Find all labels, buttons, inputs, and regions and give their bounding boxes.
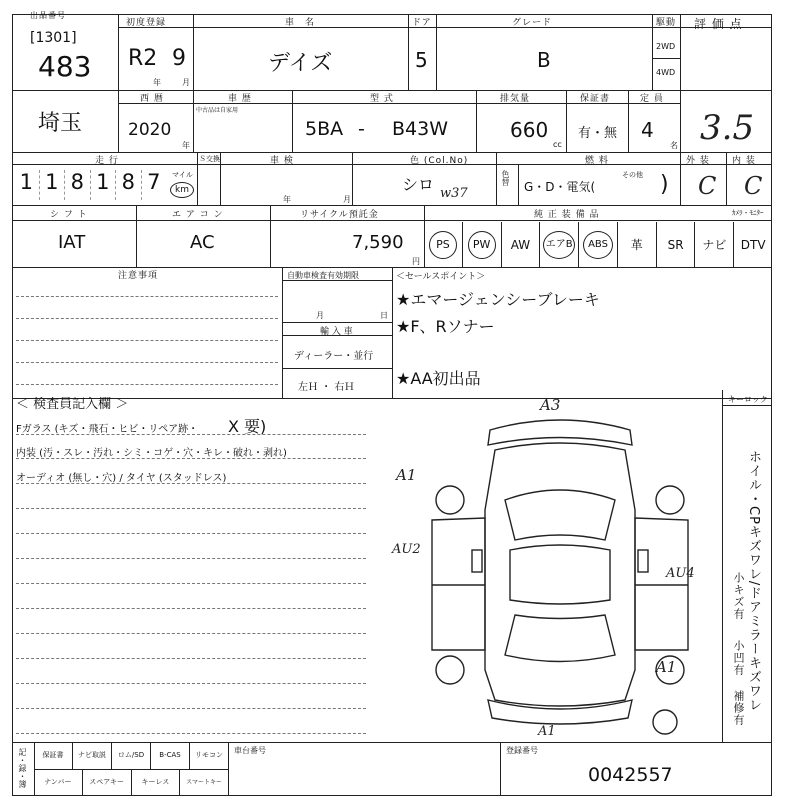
r2-col-year: [193, 90, 194, 152]
dealer-bottom: [282, 368, 392, 369]
region-value: 埼玉: [38, 111, 83, 136]
color-sub: 色替: [501, 170, 510, 186]
inspector-line1: Fガラス (キズ・飛石・ヒビ・リペア跡・: [16, 424, 199, 435]
r4-col-shift: [136, 205, 137, 267]
equip-navi: ナビ: [695, 222, 734, 267]
history-label: 車 歴: [228, 94, 252, 104]
color-value: シロ: [402, 175, 435, 194]
equip-leather: 革: [618, 222, 657, 267]
month-value: 9: [172, 46, 186, 71]
fuel-close: ): [660, 172, 669, 197]
inspector-title: ＜ 検査員記入欄 ＞: [16, 397, 129, 412]
reg-label: 登録番号: [506, 746, 538, 755]
mileage-digit: 7: [147, 170, 161, 194]
equip-ps: PS: [424, 222, 463, 267]
model-dash: -: [358, 118, 365, 140]
diagram-mark: AU4: [666, 566, 695, 581]
sales-point: ★AA初出品: [396, 369, 481, 388]
roof: [510, 545, 610, 604]
expiry-day: 日: [380, 311, 388, 320]
model-prefix: 5BA: [305, 118, 344, 140]
equip-aw: AW: [502, 222, 541, 267]
car-name-label: 車 名: [285, 18, 316, 28]
mile-label: マイル: [172, 171, 193, 179]
mileage-digit: 1: [14, 170, 40, 200]
rear-bumper: [488, 700, 632, 724]
row3-bottom: [12, 205, 772, 206]
exterior-grade: C: [698, 172, 717, 200]
camera-label: ｶﾒﾗ・ﾓﾆﾀｰ: [732, 209, 764, 217]
inspector-line: [16, 583, 366, 584]
inspection-label: 車 検: [270, 156, 294, 166]
mileage-digits: [14, 170, 166, 200]
capacity-unit: 名: [670, 141, 678, 150]
r2-col-capacity: [680, 90, 681, 152]
warranty-value: 有・無: [578, 126, 618, 141]
keylock-label: キーロック: [728, 395, 768, 404]
row3-header-line: [12, 164, 772, 165]
notes-col-expiry: [392, 267, 393, 398]
inspector-line: [16, 558, 366, 559]
footer-item: キーレス: [132, 769, 181, 796]
footer-item: ナンバー: [34, 769, 83, 796]
inspector-line: [16, 683, 366, 684]
drive-divider: [652, 58, 680, 59]
inspector-line: [16, 434, 366, 435]
fuel-label: 燃 料: [585, 156, 609, 166]
inspector-line: [16, 708, 366, 709]
footer-side-label: 記・録・簿: [18, 748, 27, 788]
r3-col-mileage: [197, 152, 198, 205]
mileage-digit: 1: [40, 170, 66, 200]
inspector-line: [16, 658, 366, 659]
footer-item: スペアキー: [83, 769, 132, 796]
capacity-value: 4: [641, 118, 654, 142]
diagram-mark: A1: [396, 466, 417, 484]
r3-col-ext: [726, 152, 727, 205]
recycle-yen: 円: [412, 257, 420, 266]
expiry-label: 自動車検査有効期限: [287, 271, 359, 280]
car-name: デイズ: [268, 51, 333, 76]
cc-unit: cc: [553, 140, 562, 149]
import-label: 輸 入 車: [320, 327, 353, 337]
grade-label: グレード: [512, 18, 553, 28]
wheel-fl: [436, 486, 464, 514]
shift-value: IAT: [58, 232, 86, 253]
notes-col-caution: [282, 267, 283, 398]
equip-abs: ABS: [579, 222, 618, 267]
col-door-right: [436, 14, 437, 90]
frame-label: 車台番号: [234, 746, 266, 755]
year-nen: 年: [182, 141, 190, 150]
vertical-hand-1: 小キズ有: [732, 572, 745, 620]
r2-col-model: [476, 90, 477, 152]
inspection-nen: 年: [283, 195, 291, 204]
inspector-line: [16, 458, 366, 459]
equip-sr: SR: [657, 222, 696, 267]
car-diagram: [410, 400, 710, 740]
capacity-label: 定 員: [640, 94, 664, 104]
r2-col-warranty: [628, 90, 629, 152]
r2-col-disp: [566, 90, 567, 152]
drive-4wd: 4WD: [656, 68, 676, 77]
inspector-line3: オーディオ (無し・穴) / タイヤ (スタッドレス): [16, 473, 227, 484]
color-code: w37: [440, 186, 468, 201]
inspector-line: [16, 533, 366, 534]
equip-airbag: エアB: [540, 222, 579, 267]
warranty-label: 保証書: [580, 94, 611, 104]
model-label: 型 式: [370, 94, 394, 104]
col-drive-right: [680, 14, 681, 90]
footer-item: ロム/SD: [112, 742, 151, 769]
lot-code: [1301]: [30, 30, 77, 46]
model-code: B43W: [392, 118, 448, 140]
diagram-mark: A1: [656, 658, 677, 676]
fuel-options: G・D・電気(: [524, 180, 596, 194]
ac-value: AC: [190, 232, 215, 253]
dealer-value: ディーラー・並行: [294, 351, 374, 362]
r2-col-history: [292, 90, 293, 152]
r3-col-colsub: [518, 164, 519, 205]
reg-number: 0042557: [588, 764, 673, 786]
footer-item: B-CAS: [151, 742, 190, 769]
score-label: 評 価 点: [694, 17, 743, 31]
rear-window: [505, 615, 615, 662]
vertical-note: ホイル・CPキズワレ/ドアミラーキズワレ: [746, 450, 761, 713]
spare-tire: [653, 710, 677, 734]
footer-item: ナビ取説: [73, 742, 112, 769]
footer-items-bottom: [34, 769, 228, 796]
sales-point: ★エマージェンシーブレーキ: [396, 290, 600, 309]
equipment-row: [424, 222, 772, 267]
keylock-bottom: [722, 405, 772, 406]
drive-2wd: 2WD: [656, 42, 676, 51]
inspector-line1-mark: X 要): [228, 417, 267, 436]
footer-items-top: [34, 742, 228, 769]
history-note: 中古品は自家用: [196, 107, 239, 114]
footer-item: スマートキー: [186, 779, 223, 786]
r3-col-meter: [220, 152, 221, 205]
sales-point: ★F、Rソナー: [396, 317, 495, 336]
caution-line: [16, 340, 278, 341]
r2-col-region: [118, 90, 119, 152]
lot-label: 出品番号: [30, 11, 66, 20]
diagram-mark: AU2: [392, 542, 421, 557]
score-value: 3.5: [700, 108, 755, 148]
year-value: 2020: [128, 120, 172, 140]
footer-items-right: [228, 742, 229, 796]
mileage-digit: 1: [91, 170, 117, 200]
vertical-hand-3: 補修有: [732, 690, 745, 726]
col-lot-right: [118, 14, 119, 90]
r3-col-inspection: [352, 152, 353, 205]
shift-label: シ フ ト: [50, 210, 88, 220]
expiry-month: 月: [316, 311, 324, 320]
keylock-col: [722, 390, 723, 742]
equip-dtv: DTV: [740, 237, 766, 252]
drive-label: 駆動: [656, 18, 677, 28]
steering-value: 左Ｈ ・ 右Ｈ: [298, 382, 355, 393]
door-label: ドア: [412, 18, 432, 28]
col-reg-right: [193, 14, 194, 90]
r4-col-ac: [270, 205, 271, 267]
exterior-label: 外 装: [686, 156, 710, 166]
door-left: [432, 518, 485, 650]
wheel-rl: [436, 656, 464, 684]
col-name-right: [408, 14, 409, 90]
car-body: [485, 443, 635, 706]
month-unit: 月: [182, 78, 190, 87]
inspector-line: [16, 733, 366, 734]
first-reg-label: 初度登録: [126, 18, 167, 28]
row4-header-line: [12, 220, 772, 221]
inspector-line: [16, 608, 366, 609]
caution-line: [16, 296, 278, 297]
inspector-line2: 内装 (汚・スレ・汚れ・シミ・コゲ・穴・キレ・破れ・剥れ): [16, 448, 287, 459]
displacement-value: 660: [510, 118, 549, 142]
mileage-label: 走 行: [95, 156, 119, 166]
inspector-line: [16, 633, 366, 634]
sales-label: ＜セールスポイント＞: [396, 272, 486, 282]
recycle-label: リサイクル預託金: [300, 210, 379, 220]
equip-pw: PW: [463, 222, 502, 267]
caution-line: [16, 318, 278, 319]
fuel-other: その他: [622, 171, 643, 179]
row2-bottom: [12, 152, 772, 153]
km-circled: km: [170, 182, 194, 198]
col-grade-right: [652, 14, 653, 90]
grade-value: B: [537, 48, 551, 72]
windshield: [505, 490, 615, 540]
meter-label: Ｓ交換: [199, 155, 220, 163]
diagram-mark: A3: [540, 396, 561, 414]
inspection-getsu: 月: [343, 195, 351, 204]
front-bumper: [488, 420, 632, 445]
era-value: R2: [128, 46, 158, 71]
inspector-line: [16, 508, 366, 509]
inspector-line: [16, 483, 366, 484]
ac-label: エ ア コ ン: [172, 210, 224, 220]
diagram-mark: A1: [538, 724, 556, 739]
door-value: 5: [415, 48, 428, 72]
interior-label: 内 装: [732, 156, 756, 166]
year-unit: 年: [153, 78, 161, 87]
caution-line: [16, 384, 278, 385]
caution-label: 注意事項: [118, 271, 159, 281]
interior-grade: C: [744, 172, 763, 200]
displacement-label: 排気量: [500, 94, 531, 104]
vertical-hand-2: 小凹有: [732, 640, 745, 676]
door-right: [635, 518, 688, 650]
footer-item: 保証書: [34, 742, 73, 769]
year-label: 西 暦: [140, 94, 164, 104]
footer-item: リモコン: [195, 751, 223, 759]
recycle-value: 7,590: [352, 232, 404, 253]
color-label: 色 (Col.No): [410, 156, 469, 166]
caution-line: [16, 362, 278, 363]
mileage-digit: 8: [65, 170, 91, 200]
r3-col-fuel: [680, 152, 681, 205]
wheel-fr: [656, 486, 684, 514]
equipment-label: 純 正 装 備 品: [534, 210, 600, 220]
lot-number: 483: [38, 50, 92, 83]
expiry-bottom: [282, 322, 392, 323]
footer-frame-right: [500, 742, 501, 796]
r3-col-color: [496, 152, 497, 205]
mileage-digit: 8: [116, 170, 142, 200]
